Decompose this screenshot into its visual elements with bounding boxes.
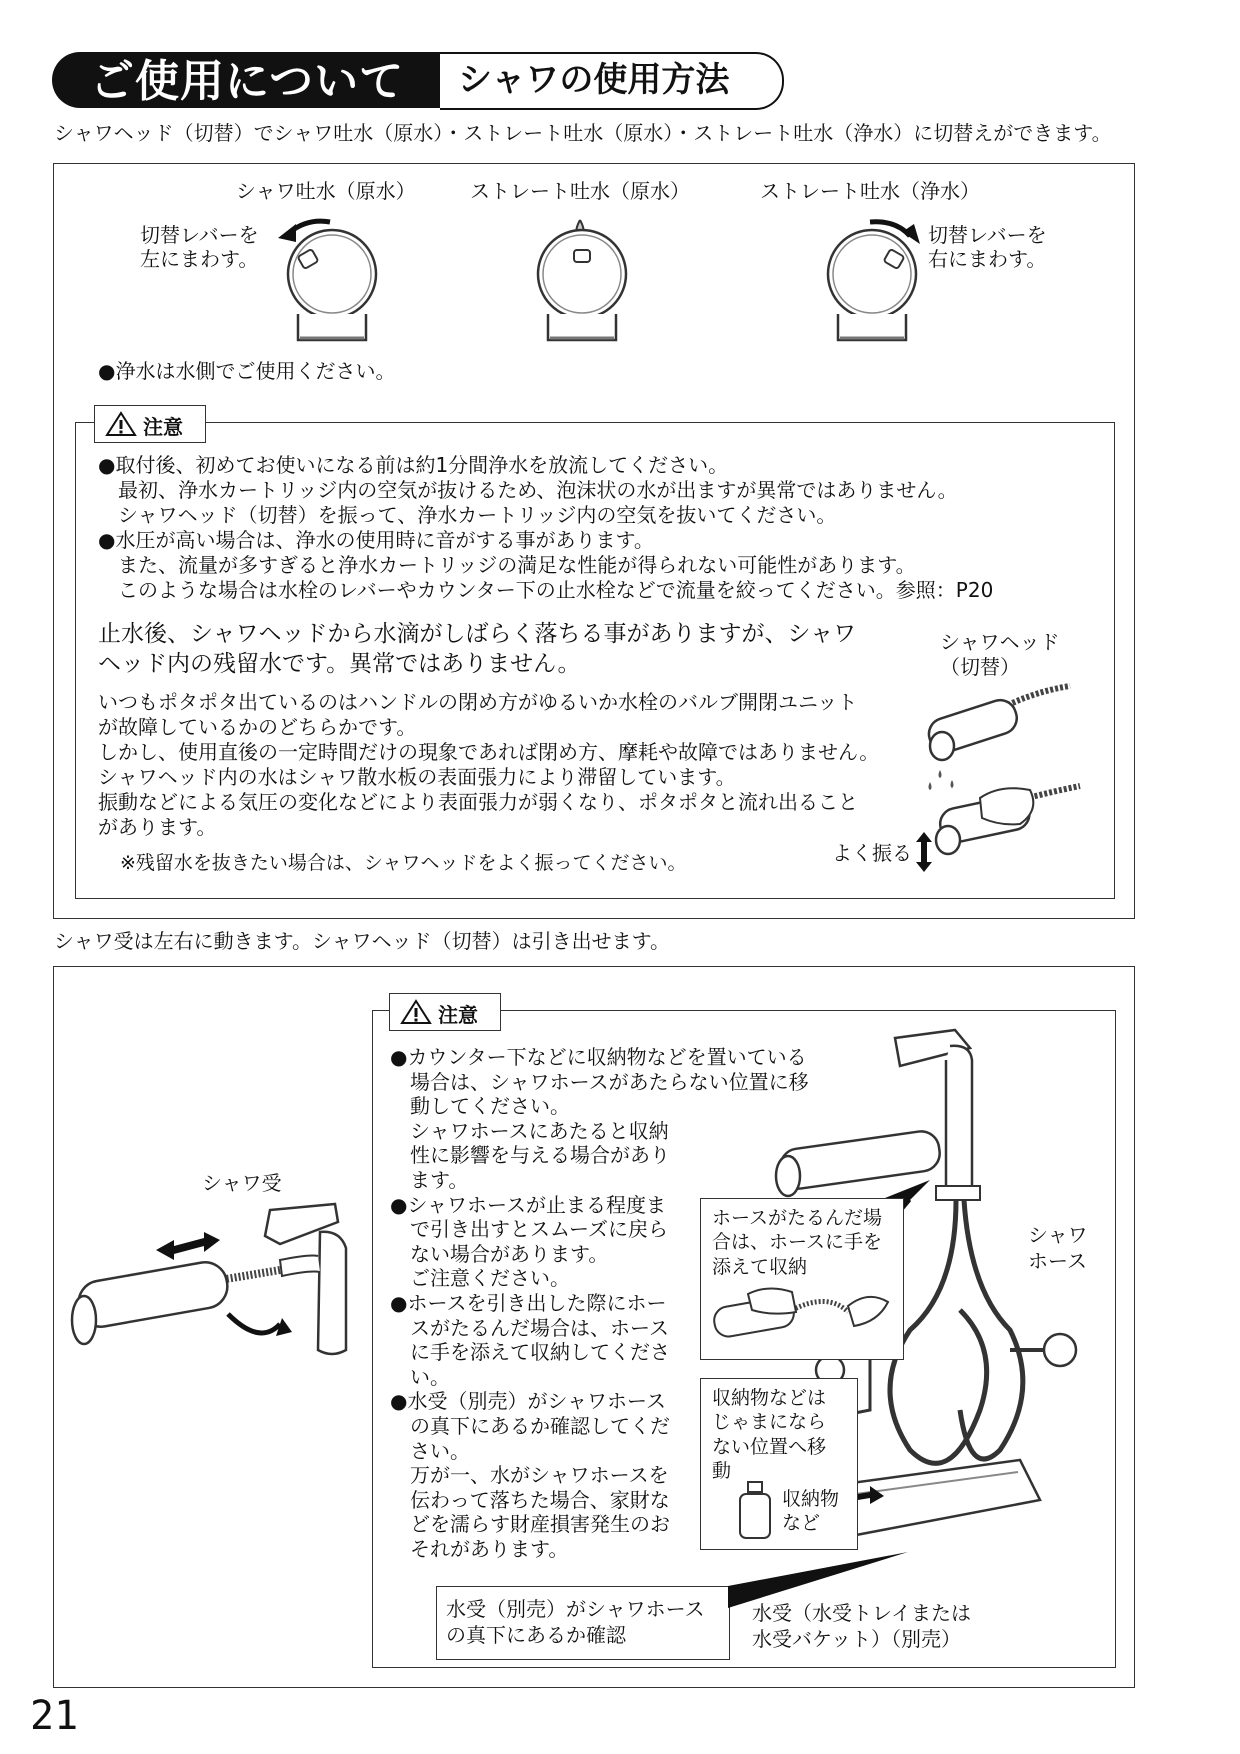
- page-title: ご使用について: [90, 56, 405, 107]
- shower-receiver-label: シャワ受: [202, 1171, 282, 1195]
- hose-caution-text: ●カウンター下などに収納物などを置いている 場合は、シャワホースがあたらない位置に移 動してください。 シャワホースにあたると収納 性に影響を与える場合があり ます。 ●シャワホースが止まる程度ま で引き出すとスムーズに戻ら ない場合があります。 ご注意ください。 ●ホースを引き出した際にホー スがたるんだ場合は、ホース に手を添えて収納してくださ い。 ●水受（別売）がシャワホース の真下にあるか確認してくだ さい。 万が一、水がシャワホースを 伝わって落ちた場合、家財な どを濡らす財産損害発生のお それがあります。: [390, 1045, 809, 1561]
- drip-body: いつもポタポタ出ているのはハンドルの閉め方がゆるいか水栓のバルブ開閉ユニット が故障しているかのどちらかです。 しかし、使用直後の一定時間だけの現象であれば閉め方、摩耗や故障ではありません。 シャワヘッド内の水はシャワ散水板の表面張力により滞留しています。 振動などによる気圧の変化などにより表面張力が弱くなり、ポタポタと流れ出ること があります。: [98, 690, 880, 839]
- shake-arrow-icon: [915, 832, 933, 872]
- caution-line: ●水圧が高い場合は、浄水の使用時に音がする事があります。: [98, 528, 654, 552]
- caution-line: 最初、浄水カートリッジ内の空気が抜けるため、泡沫状の水が出ますが異常ではありません。: [98, 478, 958, 502]
- hand-guiding-hose-illustration: [708, 1282, 898, 1354]
- caution-line: また、流量が多すぎると浄水カートリッジの満足な性能が得られない可能性があります。: [98, 553, 916, 577]
- intro-text: シャワヘッド（切替）でシャワ吐水（原水）・ストレート吐水（原水）・ストレート吐水（浄水）に切替えができます。: [54, 121, 1112, 145]
- caution-line: ●取付後、初めてお使いになる前は約1分間浄水を放流してください。: [98, 453, 729, 477]
- hose-slack-text: ホースがたるんだ場 合は、ホースに手を 添えて収納: [712, 1207, 883, 1278]
- caution-line: このような場合は水栓のレバーやカウンター下の止水栓などで流量を絞ってください。参照：P20: [98, 578, 994, 602]
- shower-head-label: シャワヘッド （切替）: [940, 630, 1060, 679]
- caution-tag: [94, 405, 206, 443]
- hose-label: シャワ ホース: [1028, 1223, 1088, 1273]
- drip-heading: 止水後、シャワヘッドから水滴がしばらく落ちる事がありますが、シャワ ヘッド内の残留水です。異常ではありません。: [98, 621, 857, 677]
- caution-tag: [389, 993, 501, 1031]
- faucet-pullout-illustration: [70, 1196, 370, 1396]
- water-catch-label: 水受（水受トレイまたは 水受バケット）（別売）: [752, 1601, 971, 1651]
- caution-label: 注意: [143, 415, 183, 439]
- dial-straight-raw-illustration: [510, 210, 650, 350]
- bottle-icon: [738, 1480, 774, 1542]
- filtered-water-note: ●浄水は水側でご使用ください。: [98, 359, 396, 383]
- mode-label-shower: シャワ吐水（原水）: [236, 179, 416, 203]
- caution-line: シャワヘッド（切替）を振って、浄水カートリッジ内の空気を抜いてください。: [98, 503, 837, 527]
- caution-label: 注意: [438, 1003, 478, 1027]
- page-number: 21: [30, 1693, 79, 1739]
- lever-right-note: 切替レバーを 右にまわす。: [928, 223, 1047, 271]
- shower-head-shake-illustration: [920, 780, 1090, 880]
- lever-left-note: 切替レバーを 左にまわす。: [140, 223, 259, 271]
- shower-head-drip-illustration: [920, 670, 1090, 790]
- mode-label-straight-filtered: ストレート吐水（浄水）: [760, 179, 980, 203]
- warning-icon: [105, 411, 137, 437]
- dial-shower-illustration: [260, 210, 400, 350]
- storage-item-label: 収納物 など: [782, 1488, 840, 1534]
- water-catch-text: 水受（別売）がシャワホース の真下にあるか確認: [446, 1597, 705, 1647]
- dial-straight-filtered-illustration: [800, 210, 940, 350]
- mode-label-straight-raw: ストレート吐水（原水）: [470, 179, 690, 203]
- page-subtitle: シャワの使用方法: [458, 60, 730, 100]
- storage-text: 収納物などは じゃまになら ない位置へ移 動: [712, 1387, 827, 1482]
- drip-note: ※残留水を抜きたい場合は、シャワヘッドをよく振ってください。: [120, 852, 687, 874]
- warning-icon: [400, 999, 432, 1025]
- intro2-text: シャワ受は左右に動きます。シャワヘッド（切替）は引き出せます。: [54, 929, 670, 953]
- shake-label: よく振る: [832, 841, 912, 865]
